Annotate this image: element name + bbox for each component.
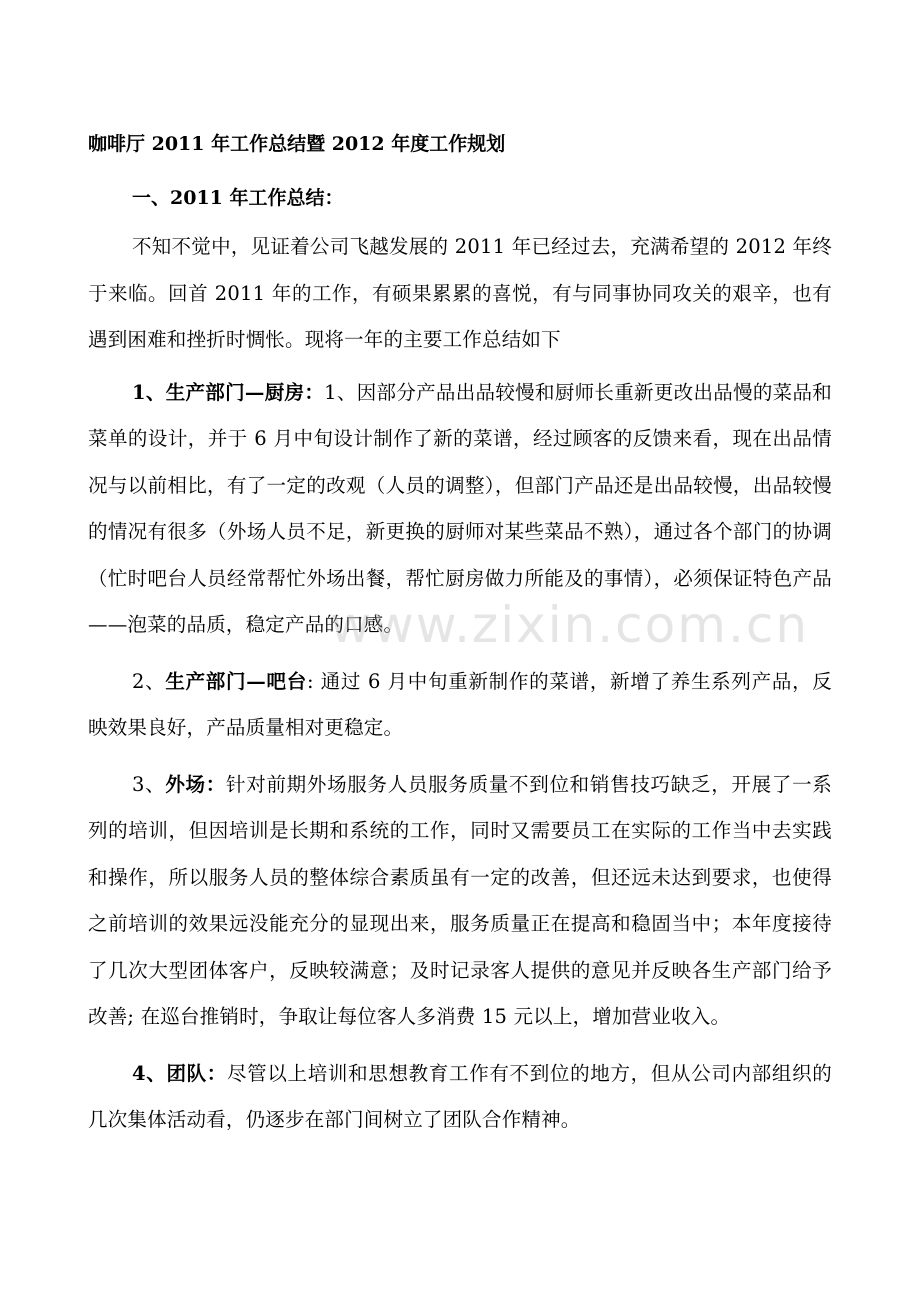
document-title: 咖啡厅 2011 年工作总结暨 2012 年度工作规划 bbox=[88, 133, 506, 155]
item-text: 针对前期外场服务人员服务质量不到位和销售技巧缺乏，开展了一系列的培训，但因培训是长期和系统的工作，同时又需要员工在实际的工作当中去实践和操作，所以服务人员的整体综合素质虽有一定的改善，但还远未达到要求，也使得之前培训的效果远没能充分的显现出来，服务质量正在提高和稳固当中；本年度接待了几次大型团体客户，反映较满意；及时记录客人提供的意见并反映各生产部门给予改善; 在巡台推销时，争取让每位客人多消费 15 元以上，增加营业收入。 bbox=[88, 772, 832, 1028]
item-paragraph-kitchen bbox=[88, 370, 832, 649]
item-lead: 生产部门—厨房： bbox=[165, 380, 325, 404]
item-paragraph-floor bbox=[88, 762, 832, 1041]
item-number: 1、 bbox=[132, 380, 166, 404]
item-text: : 通过 6 月中旬重新制作的菜谱，新增了养生系列产品，反映效果良好，产品质量相对更稳定。 bbox=[88, 669, 832, 739]
section-heading: 一、2011 年工作总结： bbox=[132, 187, 344, 209]
item-text: 1、因部分产品出品较慢和厨师长重新更改出品慢的菜品和菜单的设计，并于 6 月中旬设计制作了新的菜谱，经过顾客的反馈来看，现在出品情况与以前相比，有了一定的改观（人员的调整），但部门产品还是出品较慢，出品较慢的情况有很多（外场人员不足，新更换的厨师对某些菜品不熟），通过各个部门的协调（忙时吧台人员经常帮忙外场出餐，帮忙厨房做力所能及的事情），必须保证特色产品——泡菜的品质，稳定产品的口感。 bbox=[88, 380, 833, 636]
item-lead: 生产部门—吧台 bbox=[165, 669, 307, 693]
item-number: 2、 bbox=[132, 669, 166, 693]
watermark-text: www.zixin.com.cn bbox=[330, 596, 810, 654]
item-number: 4、 bbox=[132, 1061, 167, 1085]
document-body bbox=[88, 124, 832, 1144]
item-paragraph-bar bbox=[88, 659, 832, 752]
item-number: 3、 bbox=[132, 772, 166, 796]
intro-paragraph: 不知不觉中，见证着公司飞越发展的 2011 年已经过去，充满希望的 2012 年终于来临。回首 2011 年的工作，有硕果累累的喜悦，有与同事协同攻关的艰辛，也有遇到困难和挫折时惆怅。现将一年的主要工作总结如下 bbox=[88, 235, 832, 351]
item-paragraph-team bbox=[88, 1051, 832, 1144]
item-text: 尽管以上培训和思想教育工作有不到位的地方，但从公司内部组织的几次集体活动看，仍逐步在部门间树立了团队合作精神。 bbox=[88, 1061, 832, 1131]
item-lead: 外场： bbox=[165, 772, 226, 796]
item-lead: 团队： bbox=[166, 1061, 227, 1085]
